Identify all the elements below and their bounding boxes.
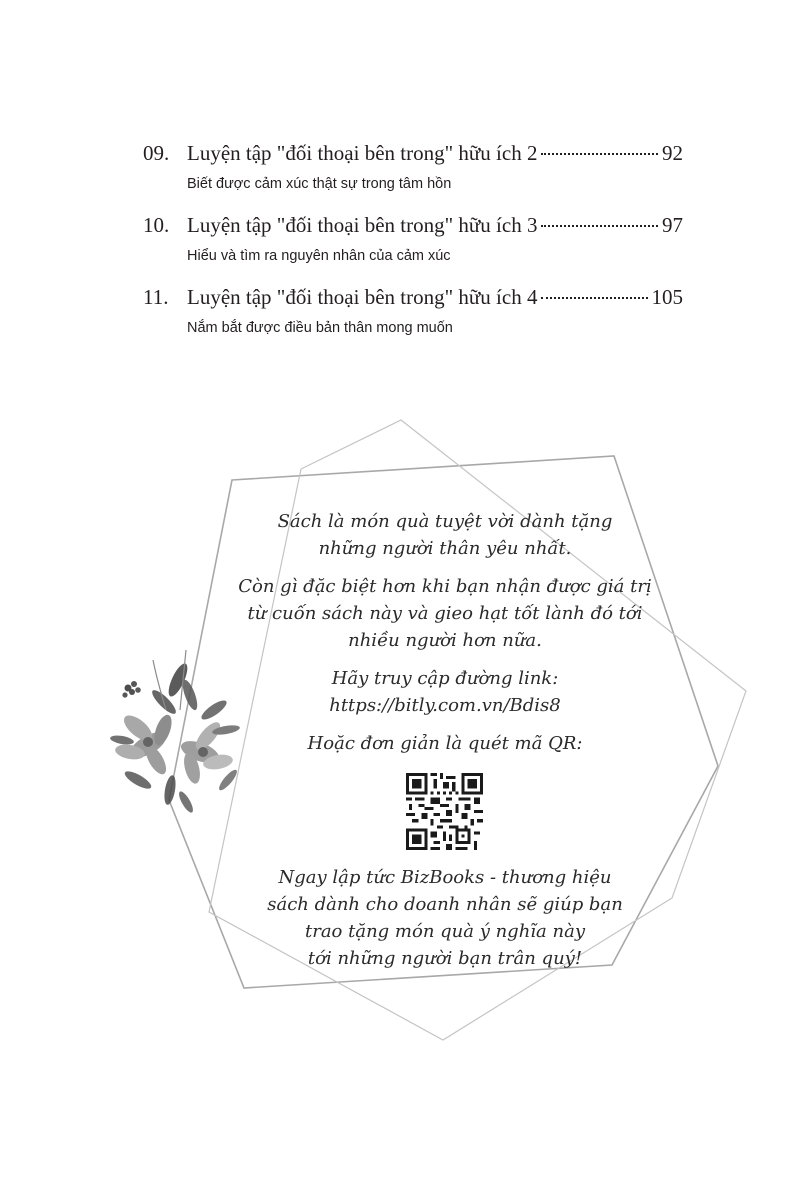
gift-line: sách dành cho doanh nhân sẽ giúp bạn xyxy=(267,894,623,915)
toc-entry-number: 09. xyxy=(143,141,170,165)
gift-line: tới những người bạn trân quý! xyxy=(307,948,583,969)
gift-line: từ cuốn sách này và gieo hạt tốt lành đó tới xyxy=(247,603,643,624)
gift-value xyxy=(230,573,660,654)
toc-entry-number: 11. xyxy=(143,285,169,309)
gift-line: trao tặng món quà ý nghĩa này xyxy=(304,921,586,942)
gift-closing xyxy=(230,864,660,983)
gift-link[interactable]: https://bitly.com.vn/Bdis8 xyxy=(329,695,561,716)
toc-entry-title: Luyện tập "đối thoại bên trong" hữu ích 4 xyxy=(187,285,538,309)
qr-code-icon[interactable] xyxy=(406,773,483,850)
gift-link-block xyxy=(230,665,660,719)
gift-intro xyxy=(230,508,660,562)
gift-line: những người thân yêu nhất. xyxy=(318,538,572,559)
gift-line: nhiều người hơn nữa. xyxy=(348,630,542,651)
toc-entry-title: Luyện tập "đối thoại bên trong" hữu ích 2 xyxy=(187,141,538,165)
gift-line: Ngay lập tức BizBooks - thương hiệu xyxy=(278,867,612,888)
toc-entry-page: 105 xyxy=(651,285,683,309)
gift-line: Còn gì đặc biệt hơn khi bạn nhận được giá trị xyxy=(238,576,652,597)
toc-entry-number: 10. xyxy=(143,213,170,237)
gift-line: Hãy truy cập đường link: xyxy=(331,668,559,689)
toc-entry-title: Luyện tập "đối thoại bên trong" hữu ích 3 xyxy=(187,213,538,237)
gift-line: Hoặc đơn giản là quét mã QR: xyxy=(307,733,583,754)
gift-message xyxy=(230,508,660,768)
toc-entry-subtitle: Biết được cảm xúc thật sự trong tâm hồn xyxy=(187,176,452,192)
gift-closing-text xyxy=(230,864,660,972)
toc-entry-page: 92 xyxy=(662,141,683,165)
toc-entry-subtitle: Hiểu và tìm ra nguyên nhân của cảm xúc xyxy=(187,248,451,264)
toc-entry-page: 97 xyxy=(662,213,683,237)
gift-line: Sách là món quà tuyệt vời dành tặng xyxy=(277,511,613,532)
toc-entry-subtitle: Nắm bắt được điều bản thân mong muốn xyxy=(187,320,453,336)
watercolor-flowers-icon xyxy=(108,640,248,820)
gift-qr-prompt xyxy=(230,730,660,757)
